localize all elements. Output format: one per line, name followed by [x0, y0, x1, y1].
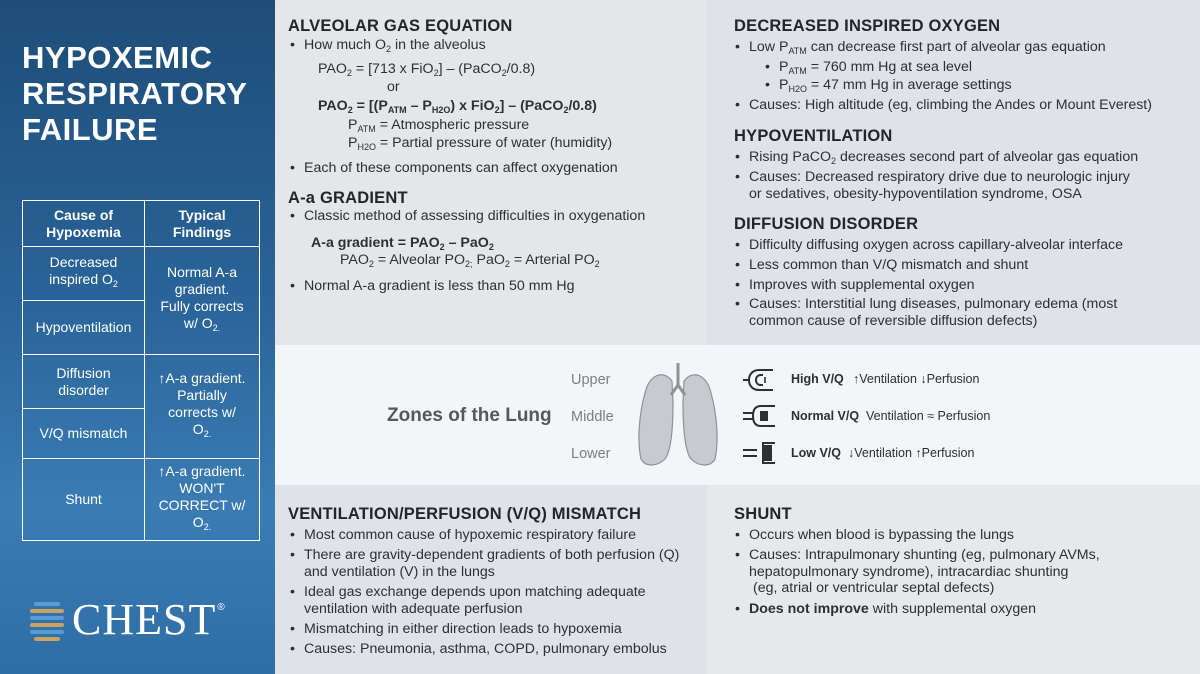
bullet: • Occurs when blood is bypassing the lungs: [749, 527, 1014, 544]
line: • There are gravity-dependent gradients of both perfusion (Q): [304, 547, 680, 563]
bullet: • Mismatching in either direction leads to hypoxemia: [304, 621, 622, 638]
title-line: RESPIRATORY: [22, 76, 248, 111]
table-cell-cause: V/Q mismatch: [23, 409, 145, 459]
high-vq-desc: ↑Ventilation ↓Perfusion: [853, 372, 980, 386]
logo-registered: ®: [217, 602, 225, 613]
table-header: Typical Findings: [145, 201, 260, 247]
bullet: • Causes: High altitude (eg, climbing the Andes or Mount Everest): [749, 97, 1152, 114]
bullet: • How much $O_2$ in the alveolus: [304, 37, 486, 58]
normal-vq-label: Normal V/Q: [791, 409, 860, 423]
equation-bold: A-a gradient = $PAO_2 - PaO_2$: [311, 235, 494, 252]
zone-label-lower: Lower: [571, 446, 611, 462]
low-vq-alveolus-icon: [743, 440, 783, 466]
lungs-icon: [633, 363, 723, 473]
title-line: HYPOXEMIC: [22, 40, 213, 75]
bullet: • Rising PaCO$_2$ decreases second part of alveolar gas equation: [749, 149, 1138, 170]
chest-logo: [30, 595, 225, 644]
table-cell-cause: Hypoventilation: [23, 301, 145, 355]
line: (eg, atrial or ventricular septal defects): [753, 580, 995, 596]
table-cell-cause: Shunt: [23, 459, 145, 541]
section-heading: SHUNT: [734, 505, 792, 523]
cause-findings-table: [22, 200, 260, 541]
vq-mismatch-panel: [275, 485, 707, 674]
definition: $PAO_2$ = Alveolar $PO_{2;}$ PaO$_2$ = Arterial $PO_2$: [340, 252, 600, 269]
line: ventilation with adequate perfusion: [304, 600, 523, 617]
definition: $P_{ATM}$ = Atmospheric pressure: [348, 117, 530, 134]
section-heading: ALVEOLAR GAS EQUATION: [288, 17, 513, 35]
sub-bullet: • $P_{H2O} = 47$ mm Hg in average settings: [779, 77, 1012, 98]
table-cell-cause: Decreased inspired $O_2$: [23, 247, 145, 301]
section-heading: A-a GRADIENT: [288, 189, 408, 207]
section-heading: DIFFUSION DISORDER: [734, 215, 919, 233]
title-line: FAILURE: [22, 112, 159, 147]
line: and ventilation (V) in the lungs: [304, 563, 495, 580]
high-vq-alveolus-icon: [743, 367, 783, 393]
logo-mark-icon: [30, 598, 66, 642]
alveolar-panel: [275, 0, 707, 345]
bullet: [749, 547, 1100, 597]
bullet: • Difficulty diffusing oxygen across capillary-alveolar interface: [749, 237, 1123, 254]
bullet: [749, 296, 1117, 329]
equation: $PAO_2 = [713$ x FiO$_2$] – (PaCO$_2$/0.8): [318, 61, 536, 78]
bullet: • Each of these components can affect oxygenation: [304, 160, 618, 177]
sub-bullet: • $P_{ATM} = 760$ mm Hg at sea level: [779, 59, 972, 80]
line: or sedatives, obesity-hypoventilation syndrome, OSA: [749, 185, 1082, 202]
section-heading: HYPOVENTILATION: [734, 127, 893, 145]
bullet: [749, 169, 1130, 202]
line: • Causes: Interstitial lung diseases, pulmonary edema (most: [749, 296, 1118, 312]
normal-vq-desc: Ventilation ≈ Perfusion: [866, 409, 991, 423]
section-heading: VENTILATION/PERFUSION (V/Q) MISMATCH: [288, 505, 642, 523]
sidebar: [0, 0, 275, 674]
table-cell-cause: Diffusion disorder: [23, 355, 145, 409]
bullet: • Classic method of assessing difficulties in oxygenation: [304, 208, 645, 225]
line: hepatopulmonary syndrome), intracardiac shunting: [749, 563, 1069, 580]
zones-panel: [275, 345, 1200, 485]
bullet: [304, 547, 679, 580]
normal-vq-alveolus-icon: [743, 403, 783, 429]
right-top-panel: [707, 0, 1200, 345]
table-cell-finding: Normal A-a gradient. Fully corrects w/ $O_{2.}$: [145, 247, 260, 355]
bullet: • Low $P_{ATM}$ can decrease first part of alveolar gas equation: [749, 39, 1106, 60]
line: • Causes: Intrapulmonary shunting (eg, pulmonary AVMs,: [749, 547, 1100, 563]
bullet: • Most common cause of hypoxemic respiratory failure: [304, 527, 636, 544]
bullet: [304, 584, 646, 617]
bullet: • Less common than V/Q mismatch and shunt: [749, 257, 1028, 274]
line: common cause of reversible diffusion defects): [749, 312, 1038, 329]
high-vq-label: High V/Q: [791, 372, 844, 386]
table-header: Cause of Hypoxemia: [23, 201, 145, 247]
logo-text: CHEST: [72, 595, 217, 644]
bullet: • Normal A-a gradient is less than 50 mm Hg: [304, 278, 574, 295]
equation-bold: $PAO_2 = [(P_{ATM} - P_{H2O})$ x FiO$_2$] – (PaCO$_2$/0.8): [318, 98, 597, 115]
text: with supplemental oxygen: [868, 601, 1037, 617]
or-text: or: [387, 79, 400, 95]
zone-label-upper: Upper: [571, 372, 611, 388]
section-heading: DECREASED INSPIRED OXYGEN: [734, 17, 1001, 35]
emphasis: Does not improve: [749, 601, 869, 617]
page-title: [22, 40, 247, 148]
zone-label-middle: Middle: [571, 409, 614, 425]
zones-title: Zones of the Lung: [387, 405, 552, 426]
line: • Causes: Decreased respiratory drive due to neurologic injury: [749, 169, 1130, 185]
bullet: • Improves with supplemental oxygen: [749, 277, 975, 294]
line: • Ideal gas exchange depends upon matching adequate: [304, 584, 646, 600]
low-vq-label: Low V/Q: [791, 446, 841, 460]
shunt-panel: [707, 485, 1200, 674]
table-cell-finding: ↑A-a gradient. WON'T CORRECT w/ $O_{2.}$: [145, 459, 260, 541]
definition: $P_{H2O}$ = Partial pressure of water (humidity): [348, 135, 613, 152]
low-vq-desc: ↓Ventilation ↑Perfusion: [848, 446, 975, 460]
table-cell-finding: ↑A-a gradient. Partially corrects w/ $O_{2.}$: [145, 355, 260, 459]
bullet: [749, 601, 1036, 618]
bullet: • Causes: Pneumonia, asthma, COPD, pulmonary embolus: [304, 641, 667, 658]
